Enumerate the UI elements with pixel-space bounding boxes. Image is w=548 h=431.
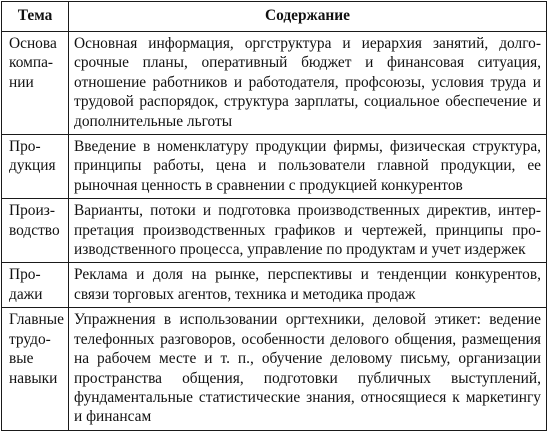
header-content: Содержание (69, 2, 547, 32)
topic-cell: Продажи (2, 263, 69, 308)
table-row (2, 32, 547, 135)
content-cell: Основная информация, оргструктура и иерархия занятий, долгосрочные планы, оперативный бюджет и финансовая ситуация, отношение работников и работодателя, профсоюзы, условия труда и трудовой распорядок, структура зарплаты, социальное обеспечение и дополнительные льготы (69, 32, 547, 135)
table-row (2, 308, 547, 430)
topic-cell: Основа компании (2, 32, 69, 135)
topics-table (1, 1, 547, 431)
header-row (2, 2, 547, 32)
content-cell: Варианты, потоки и подготовка производственных директив, интерпретация производственных графиков и чертежей, принципы производственного процесса, управление по продуктам и учет издержек (69, 199, 547, 263)
table-row (2, 135, 547, 199)
topic-cell: Главные трудовые навыки (2, 308, 69, 430)
content-cell: Упражнения в использовании оргтехники, деловой этикет: ведение телефонных разговоров, особенности делового общения, размещения на рабочем месте и т. п., обучение деловому письму, организации пространства общения, подготовки публичных выступлений, фундаментальные статистические знания, относящиеся к маркетингу и финансам (69, 308, 547, 430)
content-cell: Введение в номенклатуру продукции фирмы, физическая структура, принципы работы, цена и пользователи главной продукции, ее рыночная ценность в сравнении с продукцией конкурентов (69, 135, 547, 199)
header-topic: Тема (2, 2, 69, 32)
content-cell: Реклама и доля на рынке, перспективы и тенденции конкурентов, связи торговых агентов, техника и методика продаж (69, 263, 547, 308)
table-row (2, 263, 547, 308)
table-row (2, 199, 547, 263)
topic-cell: Продукция (2, 135, 69, 199)
topic-cell: Производство (2, 199, 69, 263)
